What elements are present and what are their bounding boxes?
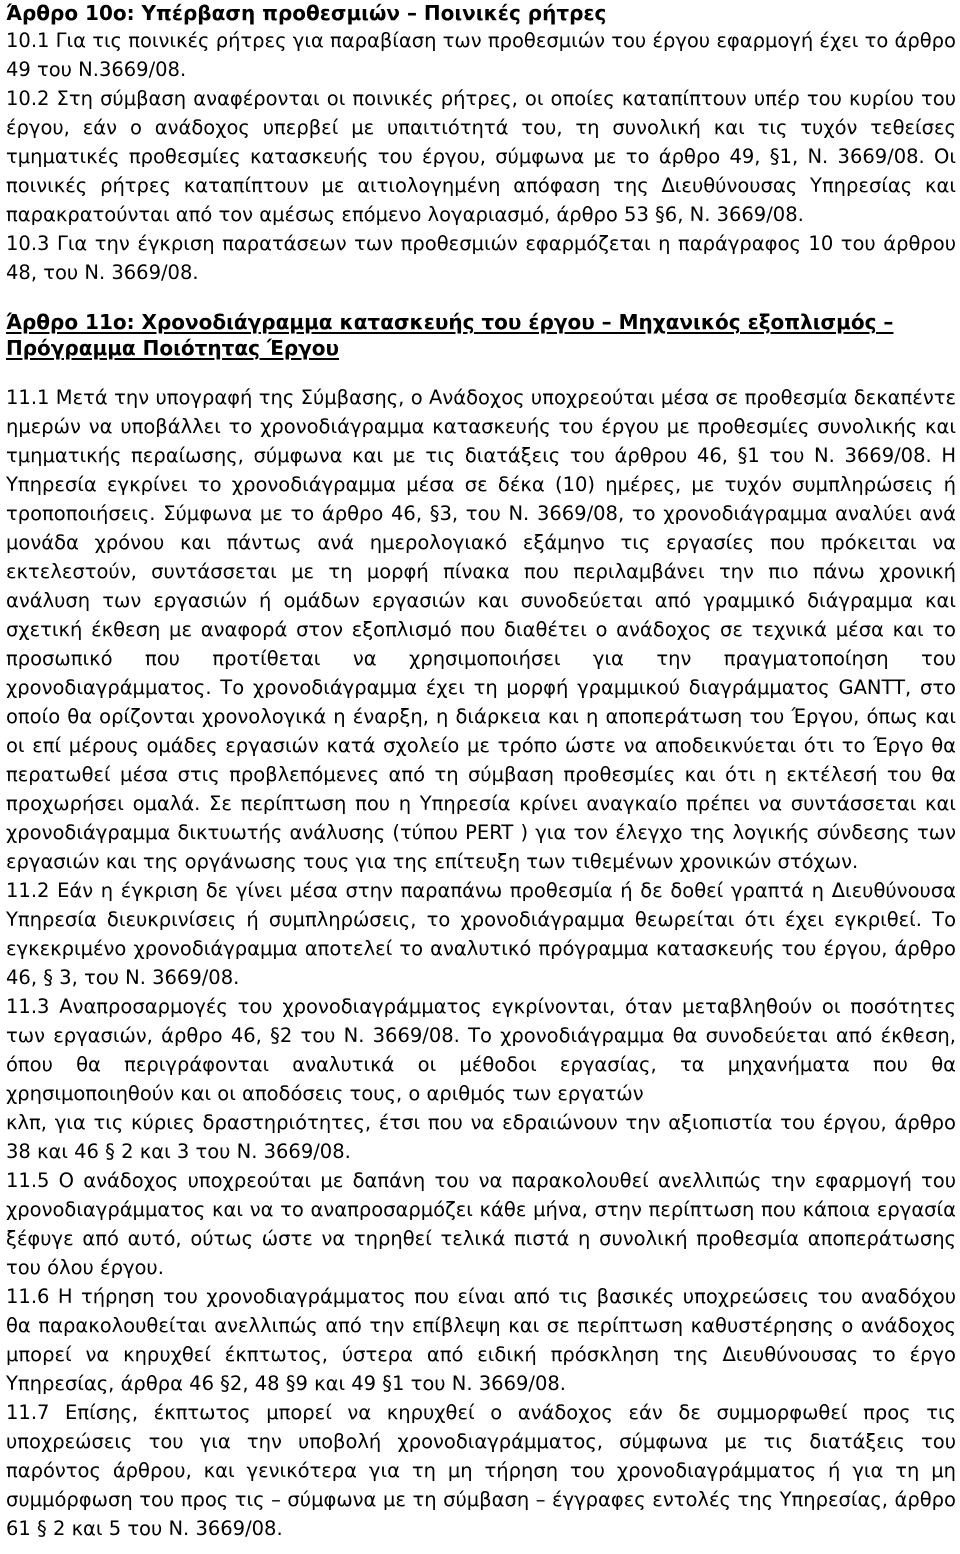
section-spacer: [6, 287, 956, 309]
paragraph-11-5: 11.5 Ο ανάδοχος υποχρεούται με δαπάνη του να παρακολουθεί ανελλιπώς την εφαρμογή του χρονοδιαγράμματος και να το αναπροσαρμόζει κάθε μήνα, στην περίπτωση που κάποια εργασία ξέφυγε από αυτό, ούτως ώστε να τηρηθεί τελικά πιστά η συνολική προθεσμία αποπεράτωσης του όλου έργου.: [6, 1169, 956, 1279]
paragraph-11-3-continued: κλπ, για τις κύριες δραστηριότητες, έτσι που να εδραιώνουν την αξιοπιστία του έργου, άρθρο 38 και 46 § 2 και 3 του Ν. 3669/08.: [6, 1111, 956, 1163]
paragraph-11-3: 11.3 Αναπροσαρμογές του χρονοδιαγράμματος εγκρίνονται, όταν μεταβληθούν οι ποσότητες των εργασιών, άρθρο 46, §2 του Ν. 3669/08. Το χρονοδιάγραμμα θα συνοδεύεται από έκθεση, όπου θα περιγράφονται αναλυτικά οι μέθοδοι εργασίας, τα μηχανήματα που θα χρησιμοποιηθούν και οι αποδόσεις τους, ο αριθμός των εργατών: [6, 995, 956, 1105]
paragraph-11-6: 11.6 Η τήρηση του χρονοδιαγράμματος που είναι από τις βασικές υποχρεώσεις του αναδόχου θα παρακολουθείται ανελλιπώς από την επίβλεψη και σε περίπτωση καθυστέρησης ο ανάδοχος μπορεί να κηρυχθεί έκπτωτος, ύστερα από ειδική πρόσκληση της Διευθύνουσας το έργο Υπηρεσίας, άρθρα 46 §2, 48 §9 και 49 §1 του Ν. 3669/08.: [6, 1285, 956, 1395]
paragraph-10-2: 10.2 Στη σύμβαση αναφέρονται οι ποινικές ρήτρες, οι οποίες καταπίπτουν υπέρ του κυρίου του έργου, εάν ο ανάδοχος υπερβεί με υπαιτιότητά του, τη συνολική και τις τυχόν τεθείσες τμηματικές προθεσμίες κατασκευής του έργου, σύμφωνα με το άρθρο 49, §1, Ν. 3669/08. Οι ποινικές ρήτρες καταπίπτουν με αιτιολογημένη απόφαση της Διευθύνουσας Υπηρεσίας και παρακρατούνται από τον αμέσως επόμενο λογαριασμό, άρθρο 53 §6, Ν. 3669/08.: [6, 87, 956, 226]
paragraph-11-2: 11.2 Εάν η έγκριση δε γίνει μέσα στην παραπάνω προθεσμία ή δε δοθεί γραπτά η Διευθύνουσα Υπηρεσία διευκρινίσεις ή συμπληρώσεις, το χρονοδιάγραμμα θεωρείται ότι έχει εγκριθεί. Το εγκεκριμένο χρονοδιάγραμμα αποτελεί το αναλυτικό πρόγραμμα κατασκευής του έργου, άρθρο 46, § 3, του Ν. 3669/08.: [6, 879, 956, 989]
article-11-title: Άρθρο 11ο: Χρονοδιάγραμμα κατασκευής του έργου – Μηχανικός εξοπλισμός – Πρόγραμμα Ποιότητας Έργου: [6, 310, 894, 360]
paragraph-10-3: 10.3 Για την έγκριση παρατάσεων των προθεσμιών εφαρμόζεται η παράγραφος 10 του άρθρου 48, του Ν. 3669/08.: [6, 232, 956, 284]
paragraph-10-1: 10.1 Για τις ποινικές ρήτρες για παραβίαση των προθεσμιών του έργου εφαρμογή έχει το άρθρο 49 του Ν.3669/08.: [6, 29, 956, 81]
paragraph-11-1: 11.1 Μετά την υπογραφή της Σύμβασης, ο Ανάδοχος υποχρεούται μέσα σε προθεσμία δεκαπέντε ημερών να υποβάλλει το χρονοδιάγραμμα κατασκευής του έργου με προθεσμίες συνολικής και τμηματικής περαίωσης, σύμφωνα και με τις διατάξεις του άρθρου 46, §1 του Ν. 3669/08. Η Υπηρεσία εγκρίνει το χρονοδιάγραμμα μέσα σε δέκα (10) ημέρες, με τυχόν συμπληρώσεις ή τροποποιήσεις. Σύμφωνα με το άρθρο 46, §3, του Ν. 3669/08, το χρονοδιάγραμμα αναλύει ανά μονάδα χρόνου και πάντως ανά ημερολογιακό εξάμηνο τις εργασίες που πρόκειται να εκτελεστούν, συντάσσεται με τη μορφή πίνακα που περιλαμβάνει την πιο πάνω χρονική ανάλυση των εργασιών ή ομάδων εργασιών και συνοδεύεται από γραμμικό διάγραμμα και σχετική έκθεση με αναφορά στον εξοπλισμό που διαθέτει ο ανάδοχος σε τεχνικά μέσα και το προσωπικό που προτίθεται να χρησιμοποιήσει για την πραγματοποίηση του χρονοδιαγράμματος. Το χρονοδιάγραμμα έχει τη μορφή γραμμικού διαγράμματος GANTT, στο οποίο θα ορίζονται χρονολογικά η έναρξη, η διάρκεια και η αποπεράτωση του Έργου, όπως και οι επί μέρους ομάδες εργασιών κατά σχολείο με τρόπο ώστε να αποδεικνύεται ότι το Έργο θα περατωθεί μέσα στις προβλεπόμενες από τη σύμβαση προθεσμίες και ότι η εκτέλεσή του θα προχωρήσει ομαλά. Σε περίπτωση που η Υπηρεσία κρίνει αναγκαίο πρέπει να συντάσσεται και χρονοδιάγραμμα δικτυωτής ανάλυσης (τύπου PERT ) για τον έλεγχο της λογικής σύνδεσης των εργασιών και της οργάνωσης τους για της επίτευξη των τιθεμένων χρονικών στόχων.: [6, 386, 956, 873]
paragraph-11-7: 11.7 Επίσης, έκπτωτος μπορεί να κηρυχθεί ο ανάδοχος εάν δε συμμορφωθεί προς τις υποχρεώσεις του για την υποβολή χρονοδιαγράμματος, σύμφωνα με τις διατάξεις του παρόντος άρθρου, και γενικότερα για τη μη τήρηση του χρονοδιαγράμματος ή για τη μη συμμόρφωση του προς τις – σύμφωνα με τη σύμβαση – έγγραφες εντολές της Υπηρεσίας, άρθρο 61 § 2 και 5 του Ν. 3669/08.: [6, 1401, 956, 1540]
article-10-title: Άρθρο 10ο: Υπέρβαση προθεσμιών – Ποινικές ρήτρες: [6, 1, 607, 25]
section-spacer: [6, 361, 956, 383]
